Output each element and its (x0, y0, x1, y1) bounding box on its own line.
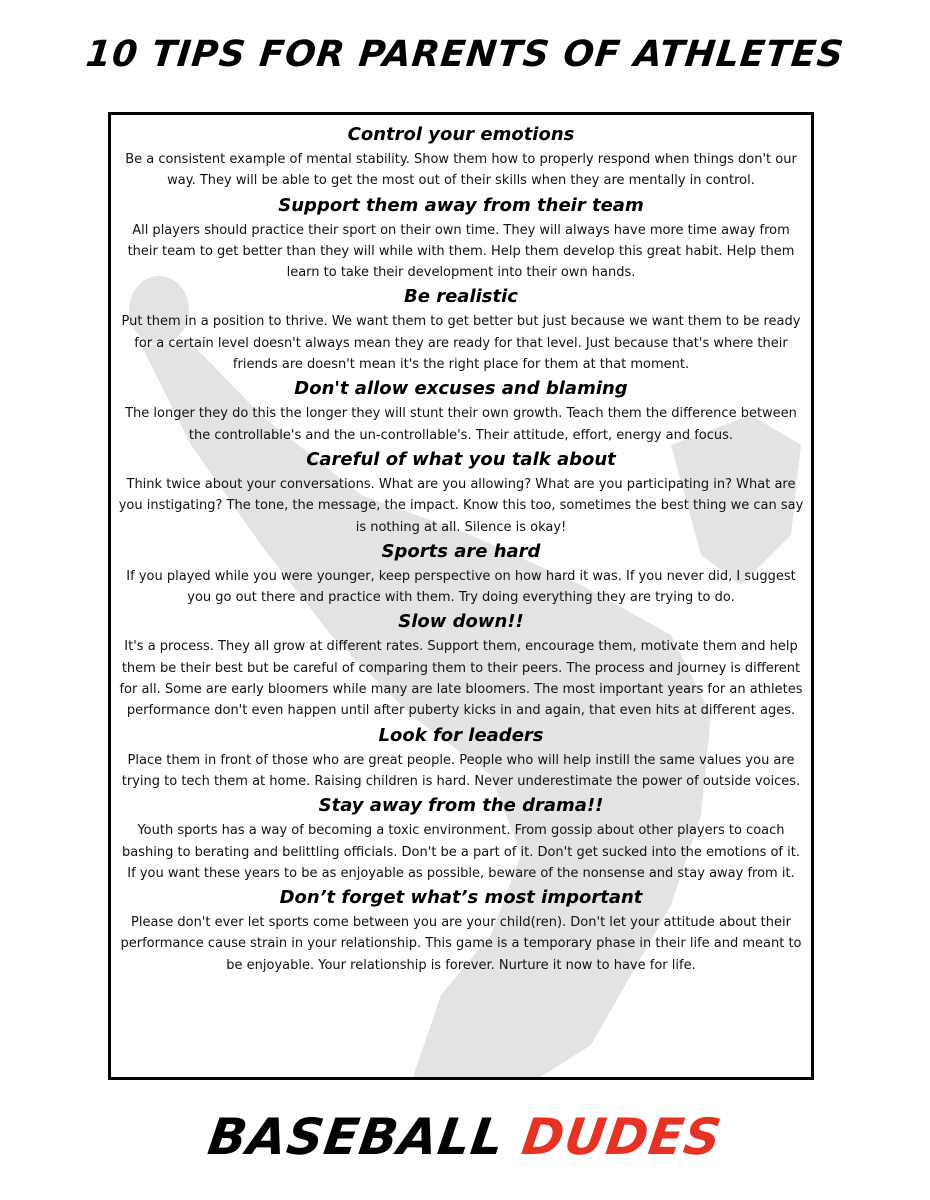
tip-heading: Don’t forget what’s most important (279, 887, 643, 909)
tip-heading: Slow down!! (398, 611, 524, 633)
tip-body: Youth sports has a way of becoming a toxic environment. From gossip about other players to coach bashing to berating and belittling officials. Don't be a part of it. Don't get sucked into the emotions of it. If you want these years to be as enjoyable as possible, beware of the nonsense and stay away from it. (122, 823, 800, 881)
tip-heading: Sports are hard (381, 540, 541, 562)
tip-body: If you played while you were younger, keep perspective on how hard it was. If you never did, I suggest you go out there and practice with them. Try doing everything they are trying to do. (126, 568, 796, 606)
tip-body: Please don't ever let sports come between you are your child(ren). Don't let your attitude about their performance cause strain in your relationship. This game is a temporary phase in their life and meant to be enjoyable. Your relationship is forever. Nurture it now to have for life. (120, 915, 802, 973)
tips-panel (108, 112, 814, 1080)
tip-heading: Support them away from their team (278, 194, 644, 216)
tip-body: The longer they do this the longer they will stunt their own growth. Teach them the difference between the controllable's and the un-controllable's. Their attitude, effort, energy and focus. (125, 406, 797, 443)
tip-body: Place them in front of those who are great people. People who will help instill the same values you are trying to tech them at home. Raising children is hard. Never underestimate the power of outside voices. (121, 752, 801, 789)
tip-heading: Control your emotions (347, 124, 575, 145)
tip-1 (111, 121, 811, 192)
logo-word-baseball: BASEBALL (204, 1108, 509, 1166)
tip-8 (111, 722, 811, 793)
tip-body: Be a consistent example of mental stability. Show them how to properly respond when things don't our way. They will be able to get the most out of their skills when they are mentally in control. (125, 152, 797, 189)
page-title: 10 TIPS FOR PARENTS OF ATHLETES (83, 34, 847, 75)
tip-4 (111, 375, 811, 446)
tip-5 (111, 446, 811, 538)
tip-body: Put them in a position to thrive. We want them to get better but just because we want them to be ready for a certain level doesn't always mean they are ready for that level. Just because that's where their friends are doesn't mean it's the right place for them at that moment. (121, 314, 801, 373)
tip-heading: Be realistic (404, 286, 518, 308)
baseball-dudes-logo (0, 1108, 930, 1166)
tip-9 (111, 792, 811, 884)
tip-body: All players should practice their sport on their own time. They will always have more time away from their team to get better than they will while with them. Help them develop this great habit. Help them learn to take their development into their own hands. (127, 222, 795, 281)
tip-7 (111, 608, 811, 721)
tip-body: It's a process. They all grow at different rates. Support them, encourage them, motivate them and help them be their best but be careful of comparing them to their peers. The process and journey is different for all. Some are early bloomers while many are late bloomers. The most important years for an athletes performance don't even happen until after puberty kicks in and again, that even hits at different ages. (119, 639, 803, 719)
tip-6 (111, 538, 811, 609)
logo-word-dudes: DUDES (518, 1108, 726, 1166)
tip-3 (111, 283, 811, 375)
tip-heading: Stay away from the drama!! (318, 795, 604, 817)
tip-heading: Careful of what you talk about (306, 448, 616, 470)
tip-10 (111, 884, 811, 976)
tip-2 (111, 192, 811, 284)
tip-heading: Look for leaders (378, 724, 544, 746)
tip-body: Think twice about your conversations. What are you allowing? What are you participating in? What are you instigating? The tone, the message, the impact. Know this too, sometimes the best thing we can say is nothing at all. Silence is okay! (118, 476, 804, 535)
tip-heading: Don't allow excuses and blaming (294, 378, 628, 400)
tips-list (111, 121, 811, 976)
